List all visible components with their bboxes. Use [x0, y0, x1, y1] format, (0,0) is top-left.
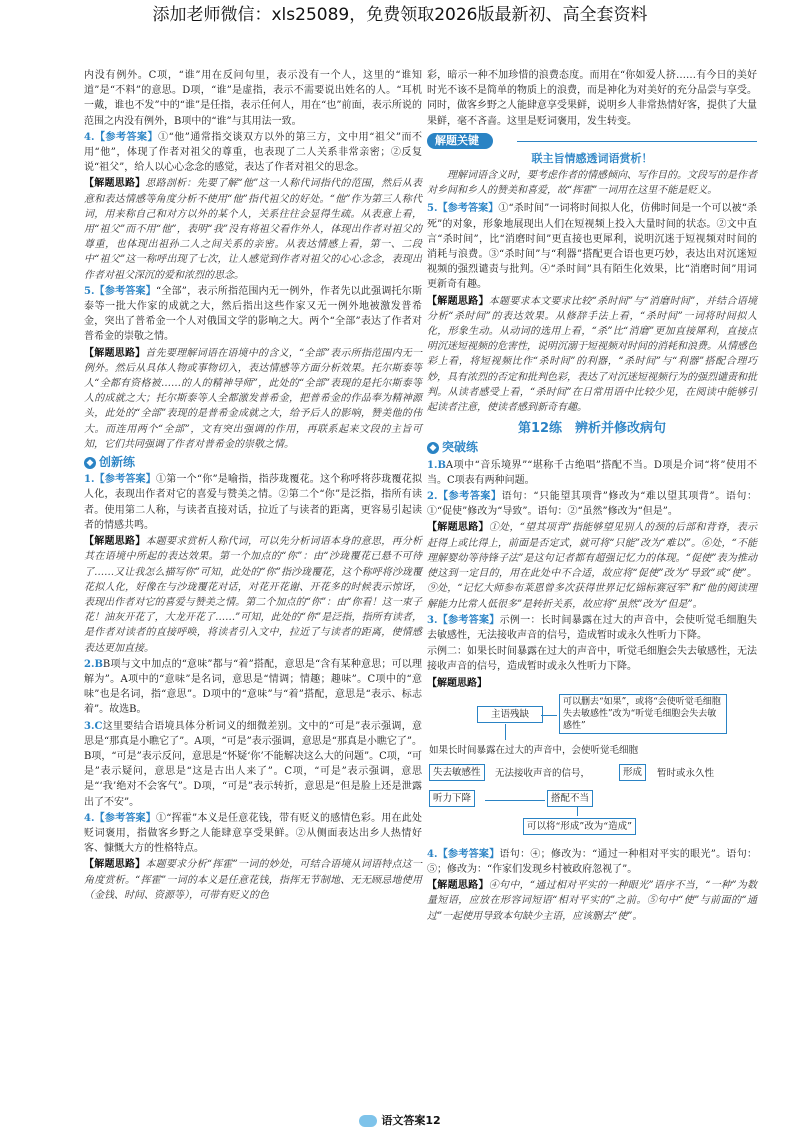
key-title: 联主旨情感透词语赏析！: [531, 151, 653, 165]
diagram-improper: 搭配不当: [547, 790, 593, 807]
item-number: 1.: [84, 474, 95, 486]
answer-block: [84, 472, 422, 533]
block-text: 语句：④；修改为：“通过一种相对平实的眼光”。语句：⑤；修改为：“作家们发现乡村被政府忽视了”。: [427, 848, 757, 875]
key-pill: 解题关键: [427, 133, 493, 149]
paragraph: 内没有例外。C项，“谁”用在反问句里，表示没有一个人，这里的“谁知道”是“不料”的意思。D项，“谁”是虚指，表示不需要说出姓名的人。“耳机一戴，谁也不发”中的“谁”是任指，表示任何人，用在“也”前面，表示所说的范围之内没有例外，B项中的“谁”与其用法一致。: [84, 70, 422, 127]
block-text: ①“杀时间”一词将时间拟人化，仿佛时间是一个可以被“杀死”的对象，形象地展现出人们在短视频上投入大量时间的状态。②文中直言“杀时间”，比“消磨时间”更直接也更犀利，说明沉迷于短视频对时间的消耗与浪费。③“杀时间”与“利器”搭配更合语也更巧妙，表达出对沉迷短视频的强烈谴责与批判。④“杀时间”具有陌生化效果，比“消磨时间”用词更新奇有趣。: [427, 203, 758, 291]
item-number: 5.: [427, 203, 438, 215]
answer-block: [84, 130, 422, 176]
block-label: 【参考答案】: [94, 474, 157, 486]
block-label: 【参考答案】: [437, 203, 499, 215]
block-label: 【解题思路】: [84, 347, 146, 359]
diagram-fix1: 可以删去“如果”，或将“会使听觉毛细胞失去敏感性”改为“听觉毛细胞会失去敏感性”: [559, 694, 727, 734]
analysis-block: [427, 520, 757, 611]
answer-block: [427, 458, 757, 488]
block-text: 本题要求分析“挥霍”一词的妙处，可结合语境从词语特点这一角度赏析。“挥霍”一词的本义是任意花钱，指挥无节制地、无无顾忌地使用（金钱、时间、资源等），可带有贬义的色: [84, 859, 422, 901]
item-number: 4.: [84, 131, 95, 143]
analysis-block: [427, 294, 757, 416]
brand-logo-icon: [359, 1115, 377, 1127]
block-label: 【解题思路】: [427, 295, 489, 307]
analysis-tag: 【解题思路】: [427, 677, 487, 689]
item-number: 2.: [84, 658, 95, 670]
item-number: 3.: [84, 720, 95, 732]
section-icon: ◆: [84, 457, 96, 469]
block-label: 【解题思路】: [427, 880, 489, 892]
block-label: 【参考答案】: [94, 285, 157, 297]
item-number: 2.: [427, 491, 438, 503]
breakthrough-heading: ◆ 突破练: [427, 440, 757, 455]
block-text: 语句：“只能望其项背”修改为“难以望其项背”。语句：①“促使”修改为“导致”。语句：②“虽然”修改为“但是”。: [427, 491, 758, 518]
answer-block: [427, 201, 757, 292]
item-number: 4.: [84, 812, 95, 824]
diagram-line2: 无法接收声音的信号，: [495, 767, 591, 779]
block-label: B: [437, 459, 446, 471]
analysis-block: [84, 534, 422, 656]
block-label: C: [94, 720, 103, 732]
analysis-block: [84, 857, 422, 903]
block-label: 【解题思路】: [427, 522, 489, 534]
item-number: 4.: [427, 848, 438, 860]
section-heading: ◆ 创新练: [84, 455, 422, 470]
block-text: “全部”，表示所指范围内无一例外，作者先以此强调托尔斯泰等一批大作家的成就之大，然后指出这些作家又无一例外地被激发普希金，突出了普希金一个人对俄国文学的影响之大。两个“全部”表达了作者对普希金的崇敬之情。: [84, 285, 423, 343]
answer-block: [84, 284, 422, 345]
paragraph: 彩，暗示一种不加珍惜的浪费态度。而用在“你如爱人挤……有今日的美好时光不该不是简单的物质上的浪费，而是神化为对美好的充分品尝与享受。同时，做客乡野之人能肆意享受果鲜，说明乡人非常热情好客，提供了大量果鲜，毫不吝啬。这里是贬词褒用，发生转变。: [427, 70, 757, 127]
answer-block: [427, 489, 757, 519]
block-text: ①处，“望其项背”指能够望见别人的颈的后部和背脊，表示赶得上或比得上，前面是否定式，就可将“只能”改为“难以”。⑥处，“不能理解婴幼等待锋子法”是这句记者都有超强记忆力的体现。“促使”表为推动使这到一定目的，用在此处中不合适，故应将“促使”改为“导致”或“使”。⑨处，“记忆大师参布莱恩曾多次获得世界记忆锦标赛冠军”和“他的阅读理解能力比常人低很多”是转折关系，故应将“虽然”改为“但是”。: [427, 522, 758, 610]
promo-header: 添加老师微信：xls25089，免费领取2026版最新初、高全套资料: [152, 5, 648, 25]
breakthrough-icon: ◆: [427, 442, 439, 454]
diagram-fix2: 可以将“形成”改为“造成”: [523, 818, 636, 835]
item-number: 5.: [84, 285, 95, 297]
right-column: [427, 68, 757, 925]
diagram-lose: 失去敏感性: [429, 764, 485, 781]
block-label: 【解题思路】: [84, 178, 146, 190]
page-label: 语文答案12: [381, 1114, 441, 1127]
block-text: 本题要求本文要求比较“杀时间”与“消磨时间”，并结合语境分析“杀时间”的表达效果。从修辞手法上看，“杀时间”一词将时间拟人化，形象生动。从动词的选用上看，“杀”比“消磨”更加直接犀利，直接点明沉迷短视频的危害性，说明沉溺于短视频对时间的消耗和浪费。从情感色彩上看，将短视频比作“杀时间”的利器，“杀时间”与“利器”搭配合理巧妙，具有浓烈的否定和批判色彩，表达了对沉迷短视频行为的强烈谴责和批判。从读者感受上看，“杀时间”在日常用语中比较少见，在阅读中能够引起读者注意，使读者感到新奇有趣。: [427, 295, 758, 414]
block-label: 【参考答案】: [94, 131, 159, 143]
block-label: 【解题思路】: [84, 536, 146, 548]
answer-block: [427, 613, 757, 643]
item-number: 3.: [427, 614, 438, 626]
block-label: 【参考答案】: [437, 848, 500, 860]
block-text: 示例一：长时间暴露在过大的声音中，会使听觉毛细胞失去敏感性，无法接收声音的信号，造成暂时或永久性听力下降。: [427, 614, 758, 641]
answer-block: [84, 811, 422, 857]
diagram-form: 形成: [619, 764, 646, 781]
block-text: ④句中，“通过相对平实的一种眼光”语序不当，“一种”为数量短语，应放在形容词短语“相对平实的”之前。⑤句中“使”与前面的“通过”一起使用导致本句缺少主语，应该删去“使”。: [427, 880, 758, 922]
page-footer: [0, 1112, 800, 1128]
diagram-hearing: 听力下降: [429, 790, 475, 807]
answer-block: [84, 719, 422, 810]
block-text: 本题要求赏析人称代词，可以先分析词语本身的意思，再分析其在语境中所起的表达效果。第一个加点的“你”：由“沙珑覆花已悬不可待了……又让我怎么描写你”可知，此处的“你”指沙珑覆花，这个称呼将沙珑覆花拟人化，好像在与沙珑覆花对话，对花开花谢、开花多的时候表示惊讶，表现出作者对它的喜爱与赞美之情。第二个加点的“你”：由“你看！这一束子花！油灰开花了，大龙开花了……”可知，此处的“你”是泛指，指所有读者，是作者对读者的直接呼唤，将读者引入文中，拉近了与读者的距离，使情感表达更加直接。: [84, 536, 422, 654]
answer-block: [84, 657, 422, 718]
block-text: B项与文中加点的“意味”都与“着”搭配，意思是“含有某种意思；可以理解为”。A项中的“意味”是名词，意思是“情调；情趣；趣味”。C项中的“意味”也是名词，指“意思”。D项中的“意味”与“着”搭配，意思是“表示、标志着”。故选B。: [84, 658, 422, 716]
analysis-block: [84, 176, 422, 282]
sentence-diagram: [427, 694, 757, 890]
block-label: 【参考答案】: [94, 812, 157, 824]
block-text: ①“他”通常指交谈双方以外的第三方，文中用“祖父”而不用“他”，体现了作者对祖父的尊重，也表现了二人关系非常亲密；②反复说“祖父”，给人以心心念念的感觉，表达了作者对祖父的思念。: [84, 131, 423, 174]
section-title: 第12练 辨析并修改病句: [517, 421, 667, 437]
block-label: 【参考答案】: [437, 491, 502, 503]
analysis-block: [84, 346, 422, 452]
left-column: [84, 68, 422, 904]
key-body: 理解词语含义时，要考虑作者的情感倾向、写作目的。文段写的是作者对乡间和乡人的赞美和喜爱，故“挥霍”一词用在这里不能是贬义。: [427, 170, 757, 197]
key-banner: [427, 133, 757, 149]
diagram-line3: 暂时或永久性: [657, 767, 715, 779]
block-label: 【解题思路】: [84, 859, 146, 871]
block-text: ①“挥霍”本义是任意花钱，带有贬义的感情色彩。用在此处贬词褒用，指做客乡野之人能肆意享受果鲜。②从侧面表达出乡人热情好客、慷慨大方的性格特点。: [84, 812, 423, 855]
diagram-line1: 如果长时间暴露在过大的声音中，会使听觉毛细胞: [429, 744, 639, 756]
block-text: A项中“音乐境界”“堪称千古绝唱”搭配不当。D项是介词“将”使用不当。C项表有两种问题。: [427, 459, 757, 486]
block-text: 这里要结合语境具体分析词义的细微差别。文中的“可是”表示强调，意思是“那真是小瞧它了”。A项，“可是”表示强调，意思是“那真是小瞧它了”。B项，“可是”表示反问，意思是“怀疑‘你’不能解决这么大的问题”。C项，“可是”表示疑问，意思是“这是古出人来了”。C项，“可是”表示强调，意思是“‘我’绝对不会客气”。D项，“可是”表示转折，意思是“但是脸上还是泄露出了不安”。: [84, 720, 422, 808]
block-text: 首先要理解词语在语境中的含义，“全部”表示所指范围内无一例外。然后从具体人物或事物切入，表达情感等方面分析效果。托尔斯泰等人“全都有资格被……的人的精神导师”，此处的“全部”表现的是托尔斯泰等人的成就之大；托尔斯泰等人全都激发普希金，把普希金的作品奉为精神源头，此处的“全部”表现的是普希金成就之大，给予后人的影响，赞美他的伟大。而连用两个“全部”，文有突出强调的作用，再联系起来文段的主旨可知，它们共同强调了作者对普希金的崇敬之情。: [84, 347, 422, 450]
item-number: 1.: [427, 459, 438, 471]
block-text: ①第一个“你”是喻指，指莎珑覆花。这个称呼将莎珑覆花拟人化，表现出作者对它的喜爱与赞美之情。②第二个“你”是泛指，指所有读者。使用第二人称，与读者直接对话，拉近了与读者的距离，更容易引起读者的情感共鸣。: [84, 474, 423, 531]
block-label: 【参考答案】: [437, 614, 500, 626]
diagram-main: 主语残缺: [477, 706, 543, 723]
paragraph: 示例二：如果长时间暴露在过大的声音中，听觉毛细胞会失去敏感性，无法接收声音的信号，造成暂时或永久性听力下降。: [427, 646, 757, 673]
block-label: B: [94, 658, 103, 670]
block-text: 思路剖析：先要了解“他”这一人称代词指代的范围，然后从表意和表达情感等角度分析不使用“他”指代祖父的好处。“他”作为第三人称代词，用来称自己和对方以外的某个人，关系往往会显得生疏。从表意上看，用“祖父”而不用“他”，表明“我”没有将祖父看作外人，体现出作者对祖父的尊重，也体现出祖孙二人之间关系的亲密。从表达情感上看，第一、二段中“祖父”这一称呼出现了七次，让人感觉到作者对祖父的心心念念，表现出作者对祖父深沉的爱和浓烈的思念。: [84, 178, 422, 281]
